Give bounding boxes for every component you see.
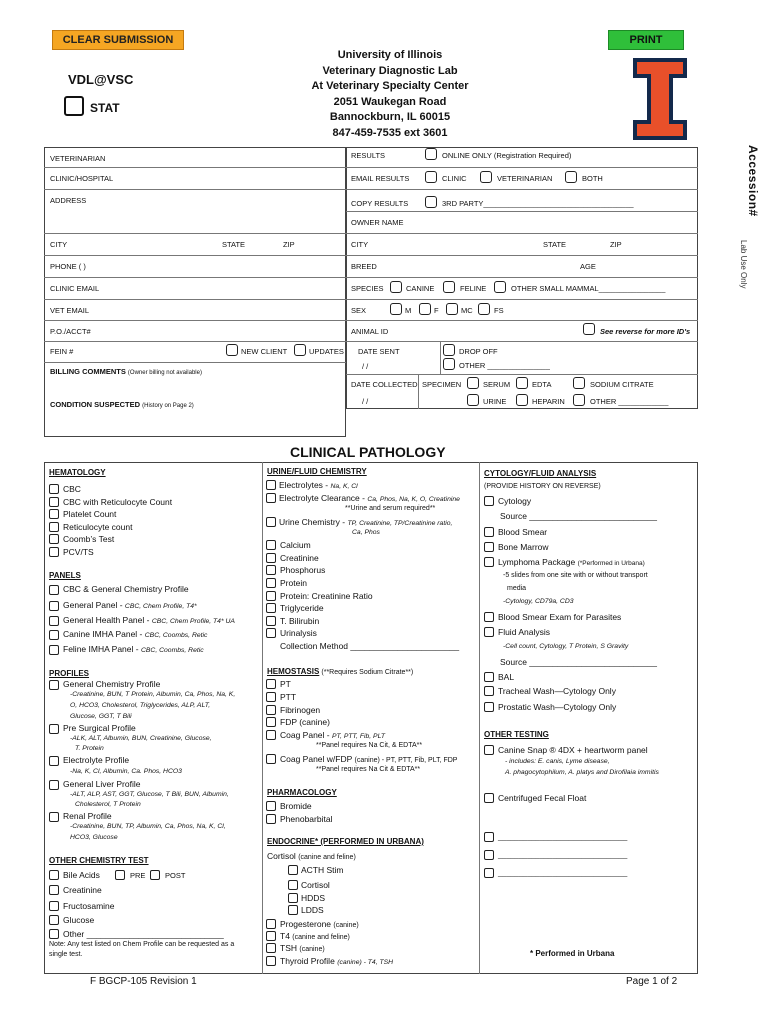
panel-label: General Panel - CBC, Chem Profile, T4* <box>63 600 197 610</box>
third-party-label: 3RD PARTY____________________________________ <box>442 199 634 208</box>
clinical-pathology-title: CLINICAL PATHOLOGY <box>290 444 446 460</box>
date-sent-slashes: / / <box>362 362 369 371</box>
test-label: Fluid Analysis <box>498 627 550 637</box>
checkbox[interactable] <box>484 868 494 878</box>
test-label: HDDS <box>301 893 326 903</box>
test-label: Electrolytes - Na, K, Cl <box>279 480 358 490</box>
heparin-checkbox[interactable] <box>516 394 528 406</box>
canine-label: CANINE <box>406 284 435 293</box>
fein-label: FEIN # <box>50 347 74 356</box>
profile-label: Pre Surgical Profile <box>63 723 136 733</box>
specimen-label: SPECIMEN <box>422 380 462 389</box>
test-label: Thyroid Profile (canine) - T4, TSH <box>280 956 394 966</box>
test-label: T4 (canine and feline) <box>280 931 350 941</box>
panel-label: General Health Panel - CBC, Chem Profile, T4* UA <box>63 615 235 625</box>
profile-note: -ALK, ALT, Albumin, BUN, Creatinine, Glucose, <box>70 735 212 742</box>
test-label: Fructosamine <box>63 901 115 911</box>
lab-name: Veterinary Diagnostic Lab <box>322 64 458 77</box>
email-vet-label: VETERINARIAN <box>497 174 553 183</box>
test-label: Blood Smear <box>498 527 548 537</box>
test-label: CBC with Reticulocyte Count <box>63 497 173 507</box>
panel-label: Canine IMHA Panel - CBC, Coombs, Retic <box>63 629 208 639</box>
canine-checkbox[interactable] <box>390 281 402 293</box>
owner-state-label: STATE <box>543 240 567 249</box>
serum-label: SERUM <box>483 380 511 389</box>
checkbox[interactable] <box>49 929 59 939</box>
test-label: Urine Chemistry - TP, Creatinine, TP/Creatinine ratio, <box>279 517 453 527</box>
third-party-checkbox[interactable] <box>425 196 437 208</box>
blank-line: _______________________________ <box>498 832 628 841</box>
checkbox[interactable] <box>484 627 494 637</box>
test-label: Coomb’s Test <box>63 534 115 544</box>
profile-label: Electrolyte Profile <box>63 755 130 765</box>
date-collected-slashes: / / <box>362 397 369 406</box>
post-label: POST <box>165 871 186 880</box>
test-label: PT <box>280 679 291 689</box>
checkbox[interactable] <box>266 814 276 824</box>
pre-checkbox[interactable] <box>115 870 125 880</box>
checkbox[interactable] <box>484 745 494 755</box>
panel-label: Feline IMHA Panel - CBC, Coombs, Retic <box>63 644 204 654</box>
checkbox[interactable] <box>266 679 276 689</box>
test-label: Tracheal Wash—Cytology Only <box>498 686 616 696</box>
checkbox[interactable] <box>266 717 276 727</box>
checkbox[interactable] <box>49 915 59 925</box>
condition-label: CONDITION SUSPECTED (History on Page 2) <box>50 400 194 409</box>
checkbox[interactable] <box>484 612 494 622</box>
checkbox[interactable] <box>266 730 276 740</box>
checkbox[interactable] <box>484 527 494 537</box>
drop-off-label: DROP OFF <box>459 347 498 356</box>
page-number: Page 1 of 2 <box>626 976 678 987</box>
checkbox[interactable] <box>49 509 59 519</box>
other-sent-checkbox[interactable] <box>443 358 455 370</box>
age-label: AGE <box>580 262 596 271</box>
email-both-label: BOTH <box>582 174 603 183</box>
checkbox[interactable] <box>266 603 276 613</box>
profile-note: -Creatinine, BUN, TP, Albumin, Ca, Phos, Na, K, Cl, <box>70 823 226 830</box>
address-label: ADDRESS <box>50 196 87 205</box>
test-label: Urinalysis <box>280 628 317 638</box>
checkbox[interactable] <box>49 756 59 766</box>
accession-label: Accession# <box>746 145 760 217</box>
sex-m-checkbox[interactable] <box>390 303 402 315</box>
lab-use-label: Lab Use Only <box>739 240 748 289</box>
note: **Panel requires Na Cit & EDTA** <box>316 766 421 773</box>
profile-note: O, HCO3, Cholesterol, Triglycerides, ALP, ALT, <box>70 702 211 709</box>
city-label: CITY <box>50 240 68 249</box>
checkbox[interactable] <box>266 956 276 966</box>
note: Note: Any test listed on Chem Profile can be requested as a <box>49 941 235 948</box>
test-label: Protein: Creatinine Ratio <box>280 591 373 601</box>
profile-note: Glucose, GGT, T Bili <box>70 713 132 720</box>
other-sent-label: OTHER _______________ <box>459 361 550 370</box>
copy-results-label: COPY RESULTS <box>351 199 409 208</box>
owner-zip-label: ZIP <box>610 240 622 249</box>
panel-label: CBC & General Chemistry Profile <box>63 584 189 594</box>
sex-f-label: F <box>434 306 439 315</box>
urine-heading: URINE/FLUID CHEMISTRY <box>267 467 367 476</box>
sex-m-label: M <box>405 306 412 315</box>
checkbox[interactable] <box>49 645 59 655</box>
test-label: Protein <box>280 578 307 588</box>
heparin-label: HEPARIN <box>532 397 565 406</box>
checkbox[interactable] <box>266 919 276 929</box>
cytology-sub: (PROVIDE HISTORY ON REVERSE) <box>484 483 601 490</box>
checkbox[interactable] <box>484 542 494 552</box>
checkbox[interactable] <box>49 724 59 734</box>
checkbox[interactable] <box>266 931 276 941</box>
other-chem-heading: OTHER CHEMISTRY TEST <box>49 856 149 865</box>
profile-note: -Na, K, Cl, Albumin, Ca. Phos, HCO3 <box>70 768 182 775</box>
zip-label: ZIP <box>283 240 295 249</box>
illinois-logo-icon <box>630 55 690 143</box>
profile-note: -ALT, ALP, AST, GGT, Glucose, T Bili, BUN, Albumin, <box>70 791 229 798</box>
test-label: Centrifuged Fecal Float <box>498 793 587 803</box>
note: -Cell count, Cytology, T Protein, S Gravity <box>503 643 629 650</box>
clear-submission-button[interactable]: CLEAR SUBMISSION <box>52 30 184 50</box>
street: 2051 Waukegan Road <box>333 95 447 108</box>
note: -Cytology, CD79a, CD3 <box>503 598 574 605</box>
note: Ca, Phos <box>352 529 380 536</box>
checkbox[interactable] <box>49 484 59 494</box>
sex-label: SEX <box>351 306 367 315</box>
new-client-checkbox[interactable] <box>226 344 238 356</box>
pre-label: PRE <box>130 871 146 880</box>
profile-note: T. Protein <box>75 745 104 752</box>
bile-acids-label: Bile Acids <box>63 870 100 880</box>
form-revision: F BGCP-105 Revision 1 <box>90 976 197 987</box>
updates-label: UPDATES <box>309 347 344 356</box>
test-label: Creatinine <box>280 553 319 563</box>
urine-label: URINE <box>483 397 507 406</box>
checkbox[interactable] <box>266 692 276 702</box>
state-label: STATE <box>222 240 246 249</box>
feline-label: FELINE <box>460 284 487 293</box>
checkbox[interactable] <box>266 943 276 953</box>
sodium-citrate-checkbox[interactable] <box>573 377 585 389</box>
pharmacology-heading: PHARMACOLOGY <box>267 788 337 797</box>
center-name: At Veterinary Specialty Center <box>311 80 469 92</box>
checkbox[interactable] <box>49 812 59 822</box>
test-label: Coag Panel - PT, PTT, Fib, PLT <box>280 730 386 740</box>
other-specimen-checkbox[interactable] <box>573 394 585 406</box>
test-label: Platelet Count <box>63 509 117 519</box>
checkbox[interactable] <box>484 672 494 682</box>
online-only-label: ONLINE ONLY (Registration Required) <box>442 151 572 160</box>
test-label: Cortisol <box>301 880 330 890</box>
checkbox[interactable] <box>49 497 59 507</box>
test-label: Calcium <box>280 540 311 550</box>
results-label: RESULTS <box>351 151 386 160</box>
checkbox[interactable] <box>484 850 494 860</box>
urine-checkbox[interactable] <box>467 394 479 406</box>
billing-label: BILLING COMMENTS (Owner billing not available) <box>50 367 202 376</box>
sex-mc-label: MC <box>461 306 473 315</box>
checkbox[interactable] <box>266 801 276 811</box>
email-both-checkbox[interactable] <box>565 171 577 183</box>
checkbox[interactable] <box>484 496 494 506</box>
checkbox[interactable] <box>266 517 276 527</box>
note: -5 slides from one site with or without transport <box>503 572 648 579</box>
checkbox[interactable] <box>49 601 59 611</box>
checkbox[interactable] <box>484 832 494 842</box>
test-label: Cytology <box>498 496 532 506</box>
note: **Panel requires Na Cit, & EDTA** <box>316 742 423 749</box>
checkbox[interactable] <box>266 540 276 550</box>
animal-id-label: ANIMAL ID <box>351 327 389 336</box>
collection-method: Collection Method _______________________ <box>280 641 460 651</box>
note: **Urine and serum required** <box>345 505 436 512</box>
checkbox[interactable] <box>288 905 298 915</box>
org-name: University of Illinois <box>337 49 443 61</box>
checkbox[interactable] <box>49 616 59 626</box>
owner-name-label: OWNER NAME <box>351 218 404 227</box>
test-label: PCV/TS <box>63 547 94 557</box>
test-label: Phosphorus <box>280 565 326 575</box>
checkbox[interactable] <box>266 578 276 588</box>
checkbox[interactable] <box>49 680 59 690</box>
owner-city-label: CITY <box>351 240 369 249</box>
hemostasis-heading: HEMOSTASIS (**Requires Sodium Citrate**) <box>267 667 414 676</box>
test-label: Bromide <box>280 801 312 811</box>
test-label: LDDS <box>301 905 324 915</box>
date-collected-label: DATE COLLECTED <box>351 380 418 389</box>
checkbox[interactable] <box>288 880 298 890</box>
cytology-heading: CYTOLOGY/FLUID ANALYSIS <box>484 469 597 478</box>
note: single test. <box>49 951 83 958</box>
checkbox[interactable] <box>484 686 494 696</box>
edta-label: EDTA <box>532 380 552 389</box>
test-label: Coag Panel w/FDP (canine) - PT, PTT, Fib, PLT, FDP <box>280 754 458 764</box>
cortisol-label: Cortisol (canine and feline) <box>267 851 356 861</box>
species-label: SPECIES <box>351 284 384 293</box>
checkbox[interactable] <box>49 870 59 880</box>
tests-box <box>44 462 698 974</box>
note: A. phagocytophilum, A. platys and Dirofilaia immitis <box>505 769 659 776</box>
endocrine-heading: ENDOCRINE* (PERFORMED IN URBANA) <box>267 837 424 846</box>
email-clinic-checkbox[interactable] <box>425 171 437 183</box>
test-label: Progesterone (canine) <box>280 919 359 929</box>
test-label: Glucose <box>63 915 95 925</box>
sex-fs-checkbox[interactable] <box>478 303 490 315</box>
email-results-label: EMAIL RESULTS <box>351 174 410 183</box>
checkbox[interactable] <box>49 901 59 911</box>
test-label: Other _____________________________ <box>63 929 224 939</box>
panels-heading: PANELS <box>49 571 81 580</box>
other-mammal-label: OTHER SMALL MAMMAL________________ <box>511 284 666 293</box>
print-button[interactable]: PRINT <box>608 30 684 50</box>
clinic-label: CLINIC/HOSPITAL <box>50 174 114 183</box>
checkbox[interactable] <box>266 493 276 503</box>
date-sent-label: DATE SENT <box>358 347 400 356</box>
checkbox[interactable] <box>266 705 276 715</box>
note: - includes: E. canis, Lyme disease, <box>505 758 610 765</box>
feline-checkbox[interactable] <box>443 281 455 293</box>
profile-label: General Chemistry Profile <box>63 679 161 689</box>
updates-checkbox[interactable] <box>294 344 306 356</box>
checkbox[interactable] <box>484 793 494 803</box>
checkbox[interactable] <box>266 754 276 764</box>
checkbox[interactable] <box>266 553 276 563</box>
checkbox[interactable] <box>266 616 276 626</box>
test-label: Prostatic Wash—Cytology Only <box>498 702 617 712</box>
edta-checkbox[interactable] <box>516 377 528 389</box>
profiles-heading: PROFILES <box>49 669 90 678</box>
lab-header <box>230 48 550 141</box>
test-label: Fibrinogen <box>280 705 321 715</box>
phone-line: 847-459-7535 ext 3601 <box>332 126 448 139</box>
other-specimen-label: OTHER ____________ <box>590 397 669 406</box>
sex-f-checkbox[interactable] <box>419 303 431 315</box>
see-reverse-label: See reverse for more ID's <box>600 327 691 336</box>
post-checkbox[interactable] <box>150 870 160 880</box>
checkbox[interactable] <box>288 893 298 903</box>
test-label: BAL <box>498 672 515 682</box>
checkbox[interactable] <box>49 630 59 640</box>
test-label: FDP (canine) <box>280 717 330 727</box>
test-label: Reticulocyte count <box>63 522 133 532</box>
online-only-checkbox[interactable] <box>425 148 437 160</box>
source-field: Source ___________________________ <box>500 657 657 667</box>
test-label: Phenobarbital <box>280 814 333 824</box>
checkbox[interactable] <box>266 480 276 490</box>
test-label: Electrolyte Clearance - Ca, Phos, Na, K, O, Creatinine <box>279 493 460 503</box>
note: media <box>507 585 527 592</box>
stat-checkbox[interactable] <box>64 96 84 116</box>
other-testing-heading: OTHER TESTING <box>484 730 549 739</box>
profile-note: -Creatinine, BUN, T Protein, Albumin, Ca, Phos, Na, K, <box>70 691 236 698</box>
hematology-heading: HEMATOLOGY <box>49 468 106 477</box>
vet-email-label: VET EMAIL <box>50 306 90 315</box>
test-label: Bone Marrow <box>498 542 549 552</box>
stat-label: STAT <box>90 101 120 115</box>
phone-label: PHONE ( ) <box>50 262 86 271</box>
checkbox[interactable] <box>49 585 59 595</box>
test-label: Blood Smear Exam for Parasites <box>498 612 622 622</box>
test-label: TSH (canine) <box>280 943 325 953</box>
profile-note: Cholesterol, T Protein <box>75 801 141 808</box>
test-label: Triglyceride <box>280 603 324 613</box>
serum-checkbox[interactable] <box>467 377 479 389</box>
test-label: Lymphoma Package (*Performed in Urbana) <box>498 557 645 567</box>
email-clinic-label: CLINIC <box>442 174 467 183</box>
checkbox[interactable] <box>49 547 59 557</box>
sodium-citrate-label: SODIUM CITRATE <box>590 380 654 389</box>
checkbox[interactable] <box>49 522 59 532</box>
checkbox[interactable] <box>49 885 59 895</box>
checkbox[interactable] <box>49 780 59 790</box>
test-label: Creatinine <box>63 885 102 895</box>
profile-label: Renal Profile <box>63 811 112 821</box>
city-line: Bannockburn, IL 60015 <box>329 111 451 123</box>
see-reverse-checkbox[interactable] <box>583 323 595 335</box>
blank-line: _______________________________ <box>498 850 628 859</box>
profile-note: HCO3, Glucose <box>70 834 118 841</box>
source-field: Source ___________________________ <box>500 511 657 521</box>
vdl-code: VDL@VSC <box>68 72 134 87</box>
checkbox[interactable] <box>288 865 298 875</box>
performed-urbana-note: * Performed in Urbana <box>530 949 615 958</box>
profile-label: General Liver Profile <box>63 779 141 789</box>
new-client-label: NEW CLIENT <box>241 347 288 356</box>
blank-line: _______________________________ <box>498 868 628 877</box>
sex-mc-checkbox[interactable] <box>446 303 458 315</box>
checkbox[interactable] <box>484 702 494 712</box>
drop-off-checkbox[interactable] <box>443 344 455 356</box>
email-vet-checkbox[interactable] <box>480 171 492 183</box>
other-mammal-checkbox[interactable] <box>494 281 506 293</box>
checkbox[interactable] <box>484 557 494 567</box>
checkbox[interactable] <box>266 628 276 638</box>
breed-label: BREED <box>351 262 377 271</box>
checkbox[interactable] <box>266 565 276 575</box>
sex-fs-label: FS <box>494 306 504 315</box>
test-label: Canine Snap ® 4DX + heartworm panel <box>498 745 648 755</box>
checkbox[interactable] <box>266 591 276 601</box>
test-label: T. Bilirubin <box>280 616 320 626</box>
test-label: PTT <box>280 692 297 702</box>
clinic-email-label: CLINIC EMAIL <box>50 284 100 293</box>
checkbox[interactable] <box>49 534 59 544</box>
po-label: P.O./ACCT# <box>50 327 91 336</box>
test-label: ACTH Stim <box>301 865 344 875</box>
test-label: CBC <box>63 484 81 494</box>
veterinarian-label: VETERINARIAN <box>50 154 106 163</box>
